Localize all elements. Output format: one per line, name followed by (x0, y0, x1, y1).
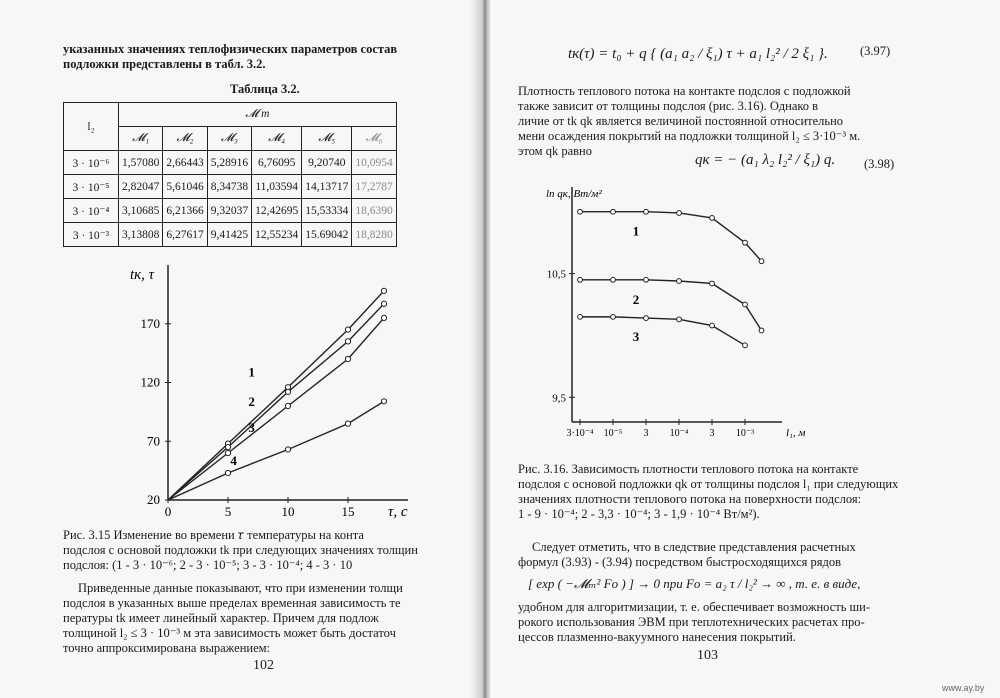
table-row (64, 175, 397, 199)
data-point (743, 302, 748, 307)
table-cell: 2,82047 (119, 175, 163, 199)
series-label: 4 (230, 452, 237, 468)
x-tick-label: 0 (164, 504, 172, 519)
table-cell: 3,10685 (119, 199, 163, 223)
data-point (285, 403, 290, 408)
para1-line-3: личие от tk qk является величиной постоянной относительно (518, 114, 844, 128)
x-tick-label: 5 (224, 504, 232, 519)
right-page (490, 0, 1000, 698)
page-number-right: 103 (697, 648, 718, 663)
x-tick-label: 10⁻⁴ (669, 428, 689, 439)
table-cell: 9,41425 (207, 223, 251, 247)
data-point (644, 277, 649, 282)
y-axis-label: tк, τ (130, 267, 155, 283)
equation-3-97: tк(τ) = t₀ + q { (a₁ a₂ / ξ₁) τ + a₁ l₂² / 2 ξ₁ }. (568, 46, 828, 62)
data-point (611, 277, 616, 282)
table-cell: 18,6390 (352, 199, 396, 223)
y-tick-label: 10,5 (546, 268, 566, 281)
table-mu-header: 𝓜₁ (119, 127, 163, 151)
table-title: Таблица 3.2. (230, 82, 300, 96)
data-point (710, 216, 715, 221)
data-point (381, 288, 386, 293)
y-tick-label: 9,5 (552, 392, 566, 405)
series-label: 3 (248, 419, 255, 435)
watermark: www.ay.by (942, 683, 985, 693)
data-point (225, 445, 230, 450)
series-line-1 (580, 212, 762, 261)
table-cell: 6,76095 (252, 151, 302, 175)
data-point (345, 327, 350, 332)
equation-3-98: qк = − (a₁ λ₂ l₂² / ξ₁) q. (695, 152, 836, 168)
chart-fig-3-16 (530, 172, 850, 452)
caption-3-15-line-1: Рис. 3.15 Изменение во времени 𝜏 температуры на конта (63, 528, 364, 542)
x-tick-label: 10⁻⁵ (603, 428, 623, 439)
data-point (644, 209, 649, 214)
x-axis-label: l₁, м (786, 427, 806, 439)
para3-line-3: цессов плазменно-вакуумного нанесения покрытий. (518, 630, 796, 644)
caption-3-16-line-4: 1 - 9 · 10⁻⁴; 2 - 3,3 · 10⁻⁴; 3 - 1,9 · 10⁻⁴ Вт/м²). (518, 507, 760, 521)
intro-line-1: указанных значениях теплофизических параметров состав (63, 42, 398, 56)
table-row (64, 151, 397, 175)
series-line-2 (580, 280, 762, 331)
series-line-3 (168, 318, 384, 500)
table-mu-header: 𝓜₆ (352, 127, 396, 151)
table-cell: 15.69042 (302, 223, 352, 247)
data-point (345, 421, 350, 426)
para1-line-2: также зависит от толщины подслоя (рис. 3.16). Однако в (518, 99, 819, 113)
series-label: 1 (632, 223, 640, 239)
data-point (578, 277, 583, 282)
data-point (381, 301, 386, 306)
para2-line-2: формул (3.93) - (3.94) посредством быстросходящихся рядов (518, 555, 842, 569)
table-cell: 14,13717 (302, 175, 352, 199)
table-cell: 9,32037 (207, 199, 251, 223)
series-line-2 (168, 304, 384, 500)
table-cell: 11,03594 (252, 175, 302, 199)
x-tick-label: 15 (341, 504, 355, 519)
table-cell: 10,0954 (352, 151, 396, 175)
data-point (644, 316, 649, 321)
data-point (759, 259, 764, 264)
caption-3-15-line-2: подслоя с основой подложки tk при следующих значениях толщин (63, 543, 418, 557)
x-axis-label: τ, c (388, 504, 408, 520)
table-cell: 15,53334 (302, 199, 352, 223)
x-tick-label: 3 (643, 428, 649, 439)
data-point (677, 211, 682, 216)
table-cell: 18,8280 (352, 223, 396, 247)
para3-line-2: рокого использования ЭВМ при теплотехнических расчетах про- (518, 615, 865, 629)
x-tick-label: 10 (281, 504, 295, 519)
table-cell: 3 · 10⁻⁶ (64, 151, 119, 175)
data-point (225, 470, 230, 475)
left-page (0, 0, 478, 698)
table-cell: 6,21366 (163, 199, 207, 223)
table-cell: 3 · 10⁻⁵ (64, 175, 119, 199)
data-point (611, 209, 616, 214)
series-line-3 (580, 317, 745, 345)
series-line-1 (168, 291, 384, 500)
equation-limit: [ exp ( −𝓜ₘ² Fo ) ] → 0 при Fo = a₂ τ / l₂² → ∞ , т. е. в виде, (528, 576, 861, 591)
table-mu-header: 𝓜₂ (163, 127, 207, 151)
intro-line-2: подложки представлены в табл. 3.2. (63, 57, 266, 71)
table-cell: 17,2787 (352, 175, 396, 199)
table-mu-header: 𝓜₅ (302, 127, 352, 151)
table-cell: 5,61046 (163, 175, 207, 199)
table-cell: 12,42695 (252, 199, 302, 223)
y-axis-label: ln qк, Вт/м² (546, 188, 602, 200)
data-point (345, 339, 350, 344)
y-tick-label: 170 (140, 315, 160, 331)
data-point (381, 315, 386, 320)
table-row (64, 199, 397, 223)
data-point (710, 281, 715, 286)
series-label: 3 (632, 328, 640, 344)
caption-3-15-line-3: подслоя: (1 - 3 · 10⁻⁶; 2 - 3 · 10⁻⁵; 3 - 3 · 10⁻⁴; 4 - 3 · 10 (63, 558, 353, 572)
body-line-1: Приведенные данные показывают, что при изменении толщи (78, 581, 403, 595)
data-point (677, 279, 682, 284)
caption-3-16-line-2: подслоя с основой подложки qk от толщины подслоя l₁ при следующих (518, 477, 899, 491)
data-point (677, 317, 682, 322)
table-cell: 9,20740 (302, 151, 352, 175)
body-line-4: толщиной l₂ ≤ 3 · 10⁻³ м эта зависимость может быть достаточ (63, 626, 396, 640)
table-header-l2: l₂ (64, 103, 119, 151)
series-label: 2 (632, 291, 640, 307)
body-line-2: подслоя в указанных выше пределах временная зависимость те (63, 596, 401, 610)
data-point (743, 240, 748, 245)
table-cell: 3 · 10⁻⁴ (64, 199, 119, 223)
table-cell: 1,57080 (119, 151, 163, 175)
table-mu-header: 𝓜₃ (207, 127, 251, 151)
data-point (285, 389, 290, 394)
table-header-mu: 𝓜 m (119, 103, 397, 127)
data-point (578, 209, 583, 214)
data-point (611, 314, 616, 319)
y-tick-label: 70 (147, 433, 160, 449)
table-cell: 3,13808 (119, 223, 163, 247)
x-tick-label: 3·10⁻⁴ (566, 428, 594, 439)
table-cell: 5,28916 (207, 151, 251, 175)
data-point (578, 314, 583, 319)
table-mu-header: 𝓜₄ (252, 127, 302, 151)
data-point (743, 343, 748, 348)
para1-line-5: этом qk равно (518, 144, 592, 158)
table-cell: 2,66443 (163, 151, 207, 175)
series-label: 2 (248, 394, 255, 409)
table-cell: 6,27617 (163, 223, 207, 247)
body-line-5: точно аппроксимирована выражением: (63, 641, 271, 655)
caption-3-16-line-1: Рис. 3.16. Зависимость плотности теплового потока на контакте (518, 462, 859, 476)
table-cell: 8,34738 (207, 175, 251, 199)
table-row (64, 223, 397, 247)
data-point (759, 328, 764, 333)
para2-line-1: Следует отметить, что в следствие представления расчетных (532, 540, 856, 554)
table-cell: 12,55234 (252, 223, 302, 247)
data-point (710, 323, 715, 328)
chart-fig-3-15 (110, 248, 430, 523)
data-point (285, 447, 290, 452)
body-line-3: пературы tk имеет линейный характер. Причем для подлож (63, 611, 379, 625)
y-tick-label: 120 (140, 374, 160, 390)
equation-3-97-number: (3.97) (860, 44, 891, 58)
para1-line-1: Плотность теплового потока на контакте подслоя с подложкой (518, 84, 851, 98)
para3-line-1: удобном для алгоритмизации, т. е. обеспечивает возможность ши- (518, 600, 871, 614)
table-cell: 3 · 10⁻³ (64, 223, 119, 247)
page-number-left: 102 (253, 658, 274, 673)
y-tick-label: 20 (147, 492, 160, 507)
x-tick-label: 3 (709, 428, 715, 439)
equation-3-98-number: (3.98) (864, 157, 895, 171)
x-tick-label: 10⁻³ (735, 428, 755, 439)
table-3-2 (63, 102, 397, 247)
data-point (345, 356, 350, 361)
para1-line-4: мени осаждения покрытий на подложки толщиной l₂ ≤ 3·10⁻³ м. (518, 129, 861, 143)
data-point (381, 399, 386, 404)
caption-3-16-line-3: значениях плотности теплового потока на поверхности подслоя: (518, 492, 862, 506)
series-label: 1 (248, 364, 255, 380)
